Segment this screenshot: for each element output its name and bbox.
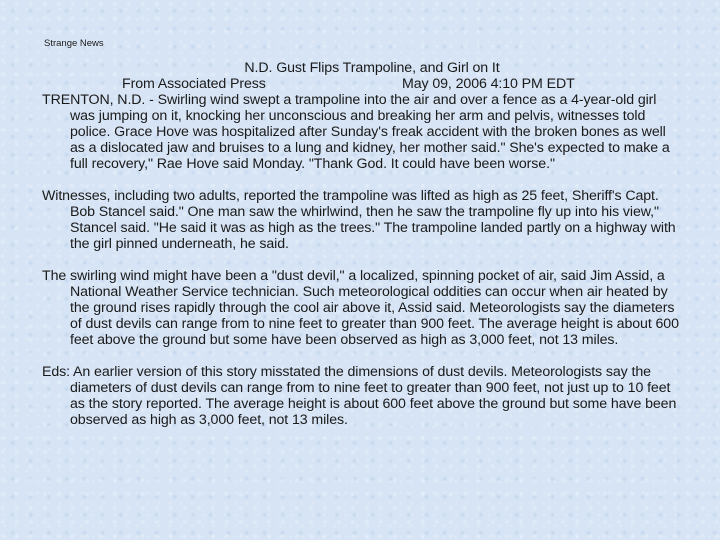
- article: [42, 60, 682, 444]
- paragraph-4: Eds: An earlier version of this story misstated the dimensions of dust devils. Meteorologists say the diameters of dust devils can range from to nine feet to greater than 900 feet, not just up to 10 feet as the story reported. The average height is about 600 feet above the ground but some have been observed as high as 3,000 feet, not 13 miles.: [42, 364, 677, 428]
- byline-date: May 09, 2006 4:10 PM EDT: [402, 76, 575, 92]
- paragraph-1: TRENTON, N.D. - Swirling wind swept a trampoline into the air and over a fence as a 4-year-old girl was jumping on it, knocking her unconscious and breaking her arm and pelvis, witnesses told police. Grace Hove was hospitalized after Sunday's freak accident with the broken bones as well as a dislocated jaw and bruises to a lung and kidney, her mother said." She's expected to make a full recovery," Rae Hove said Monday. "Thank God. It could have been worse.": [42, 92, 670, 172]
- paragraph-3: The swirling wind might have been a "dust devil," a localized, spinning pocket of air, said Jim Assid, a National Weather Service technician. Such meteorological oddities can occur when air heated by the ground rises rapidly through the cool air above it, Assid said. Meteorologists say the diameters of dust devils can range from to nine feet to greater than 900 feet. The average height is about 600 feet above the ground but some have been observed as high as 3,000 feet, not 13 miles.: [42, 268, 679, 348]
- paragraph-2: Witnesses, including two adults, reported the trampoline was lifted as high as 25 feet, Sheriff's Capt. Bob Stancel said." One man saw the whirlwind, then he saw the trampoline fly up into his view," Stancel said. "He said it was as high as the trees." The trampoline landed partly on a highway with the girl pinned underneath, he said.: [42, 188, 676, 252]
- byline: [42, 76, 682, 92]
- byline-source: From Associated Press: [122, 76, 266, 92]
- headline: N.D. Gust Flips Trampoline, and Girl on It: [244, 60, 500, 76]
- section-label: Strange News: [44, 38, 104, 49]
